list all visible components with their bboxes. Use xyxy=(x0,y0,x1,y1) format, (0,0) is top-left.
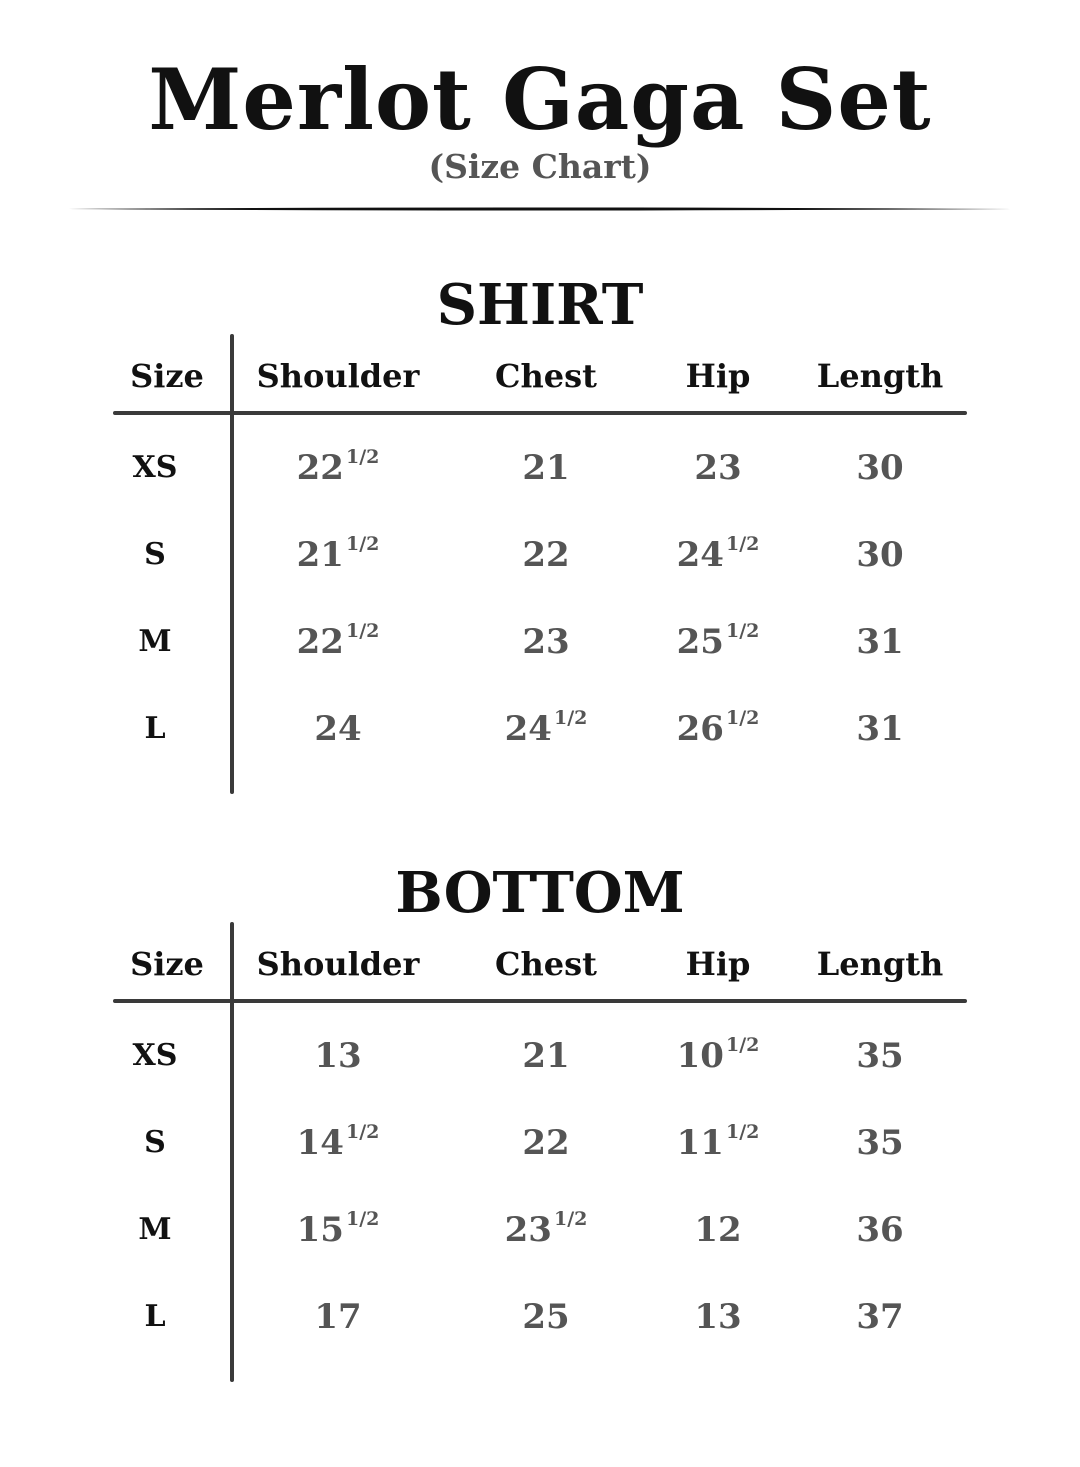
value-whole: 23 xyxy=(694,448,742,488)
measurement-value xyxy=(780,1295,980,1339)
measurement-value xyxy=(780,707,980,751)
column-header-chest: Chest xyxy=(495,357,597,395)
value-whole: 31 xyxy=(856,709,904,749)
column-header-length: Length xyxy=(816,945,944,983)
value-fraction: 1/2 xyxy=(725,533,760,555)
size-label: L xyxy=(144,711,166,746)
value-fraction: 1/2 xyxy=(553,707,588,729)
value-whole: 13 xyxy=(694,1297,742,1337)
measurement-value xyxy=(446,1295,646,1339)
value-whole: 31 xyxy=(856,622,904,662)
measurement-value xyxy=(238,620,438,669)
value-fraction: 1/2 xyxy=(345,1208,380,1230)
value-whole: 24 xyxy=(504,709,552,749)
value-whole: 22 xyxy=(522,1123,570,1163)
value-fraction: 1/2 xyxy=(345,1121,380,1143)
measurement-value xyxy=(238,1295,438,1339)
value-whole: 37 xyxy=(856,1297,904,1337)
value-whole: 23 xyxy=(504,1210,552,1250)
value-whole: 30 xyxy=(856,448,904,488)
section-title-shirt: SHIRT xyxy=(436,272,644,338)
measurement-value xyxy=(446,1208,646,1257)
section-title-bottom: BOTTOM xyxy=(395,860,685,926)
measurement-value xyxy=(780,446,980,490)
value-fraction: 1/2 xyxy=(725,707,760,729)
value-whole: 24 xyxy=(314,709,362,749)
value-whole: 10 xyxy=(676,1036,724,1076)
value-whole: 13 xyxy=(314,1036,362,1076)
value-fraction: 1/2 xyxy=(345,620,380,642)
value-whole: 36 xyxy=(856,1210,904,1250)
value-whole: 14 xyxy=(296,1123,344,1163)
column-header-length: Length xyxy=(816,357,944,395)
measurement-value xyxy=(238,533,438,582)
title-divider xyxy=(68,207,1012,211)
column-header-size: Size xyxy=(130,357,204,395)
value-whole: 15 xyxy=(296,1210,344,1250)
measurement-value xyxy=(238,1208,438,1257)
value-fraction: 1/2 xyxy=(553,1208,588,1230)
value-whole: 35 xyxy=(856,1123,904,1163)
column-header-hip: Hip xyxy=(685,357,751,395)
measurement-value xyxy=(446,707,646,756)
measurement-value xyxy=(446,446,646,490)
value-whole: 35 xyxy=(856,1036,904,1076)
column-header-chest: Chest xyxy=(495,945,597,983)
table-header-rule xyxy=(113,999,967,1003)
measurement-value xyxy=(238,1121,438,1170)
column-header-size: Size xyxy=(130,945,204,983)
measurement-value xyxy=(446,1034,646,1078)
value-whole: 25 xyxy=(676,622,724,662)
page-subtitle: (Size Chart) xyxy=(428,147,652,186)
value-fraction: 1/2 xyxy=(345,446,380,468)
value-whole: 25 xyxy=(522,1297,570,1337)
value-whole: 21 xyxy=(522,1036,570,1076)
measurement-value xyxy=(238,1034,438,1078)
measurement-value xyxy=(780,533,980,577)
value-whole: 22 xyxy=(296,448,344,488)
size-label: S xyxy=(144,1125,166,1160)
value-fraction: 1/2 xyxy=(725,620,760,642)
column-header-shoulder: Shoulder xyxy=(256,945,420,983)
table-header-rule xyxy=(113,411,967,415)
value-whole: 26 xyxy=(676,709,724,749)
page-title: Merlot Gaga Set xyxy=(148,50,932,149)
value-whole: 22 xyxy=(522,535,570,575)
measurement-value xyxy=(238,707,438,751)
value-whole: 22 xyxy=(296,622,344,662)
value-fraction: 1/2 xyxy=(725,1034,760,1056)
value-whole: 11 xyxy=(676,1123,724,1163)
size-label: M xyxy=(138,624,172,659)
value-whole: 21 xyxy=(522,448,570,488)
value-whole: 30 xyxy=(856,535,904,575)
measurement-value xyxy=(446,533,646,577)
measurement-value xyxy=(238,446,438,495)
measurement-value xyxy=(780,1034,980,1078)
size-label: S xyxy=(144,537,166,572)
column-header-shoulder: Shoulder xyxy=(256,357,420,395)
measurement-value xyxy=(780,1121,980,1165)
value-whole: 23 xyxy=(522,622,570,662)
size-label: XS xyxy=(132,1038,178,1073)
measurement-value xyxy=(780,1208,980,1252)
value-whole: 21 xyxy=(296,535,344,575)
value-fraction: 1/2 xyxy=(345,533,380,555)
size-label: M xyxy=(138,1212,172,1247)
measurement-value xyxy=(780,620,980,664)
value-whole: 24 xyxy=(676,535,724,575)
value-whole: 12 xyxy=(694,1210,742,1250)
size-label: XS xyxy=(132,450,178,485)
value-whole: 17 xyxy=(314,1297,362,1337)
column-header-hip: Hip xyxy=(685,945,751,983)
size-label: L xyxy=(144,1299,166,1334)
measurement-value xyxy=(446,1121,646,1165)
measurement-value xyxy=(446,620,646,664)
value-fraction: 1/2 xyxy=(725,1121,760,1143)
